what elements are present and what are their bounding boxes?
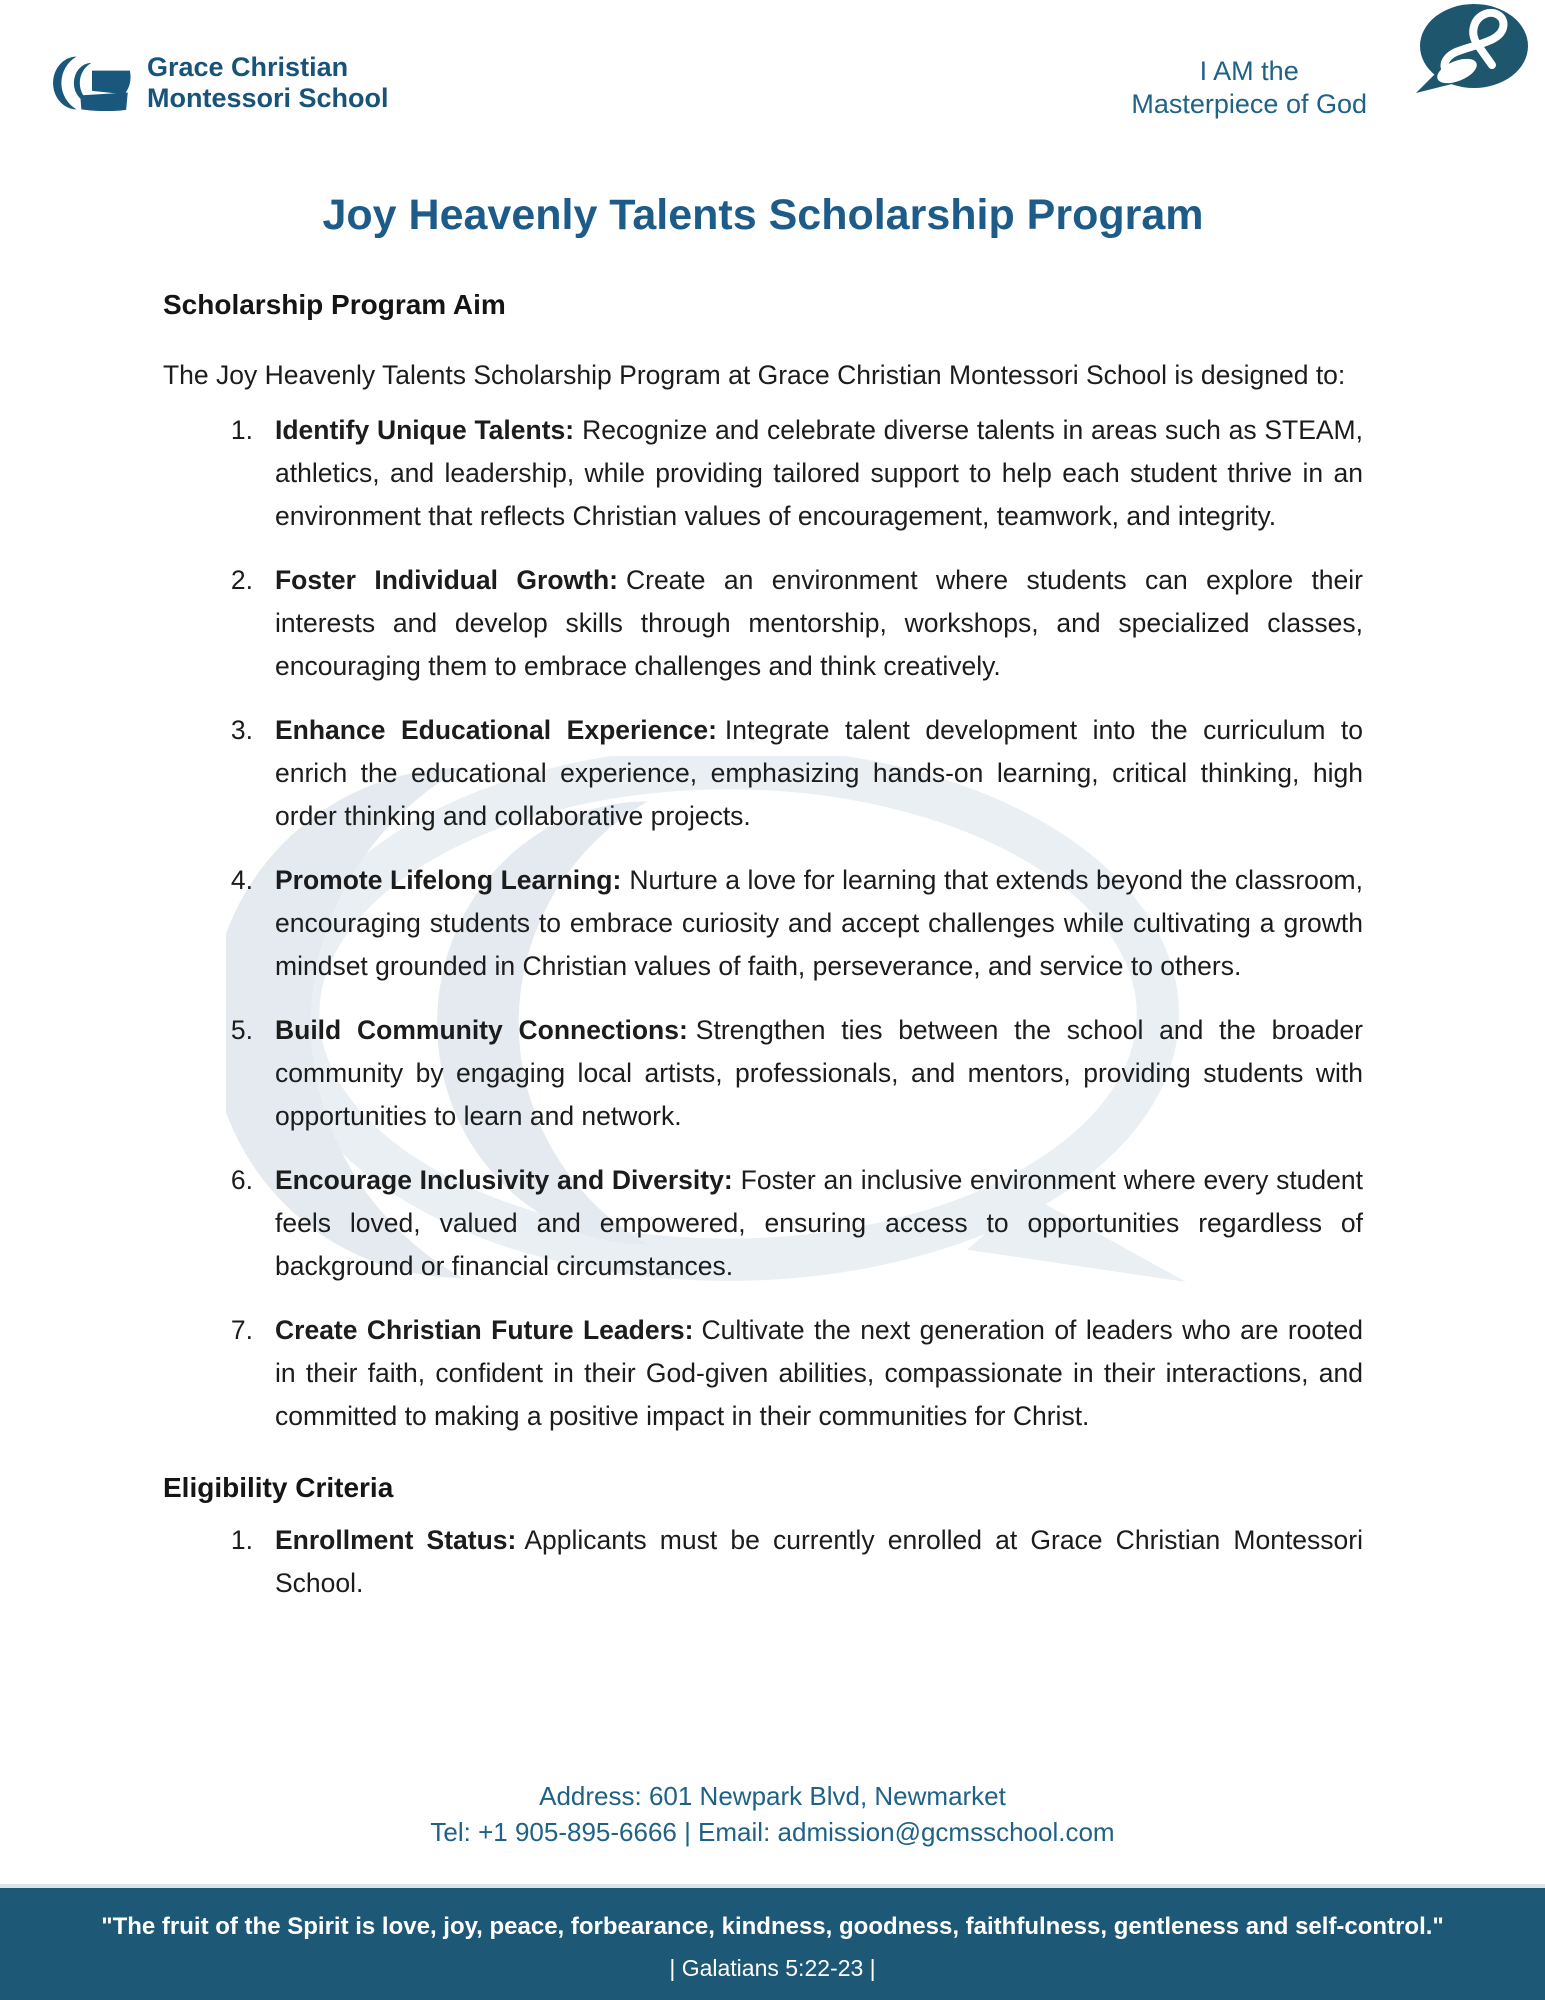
page-title: Joy Heavenly Talents Scholarship Program [322, 191, 1204, 239]
item-text: Build Community Connections: Strengthen ties between the school and the broader community by engaging local artists, professionals, and mentors, providing students with opportunities to learn and network. [275, 1015, 1363, 1131]
eligibility-heading: Eligibility Criteria [163, 1472, 394, 1503]
item-text: Identify Unique Talents: Recognize and celebrate diverse talents in areas such as STEAM, athletics, and leadership, while providing tailored support to help each student thrive in an environment that reflects Christian values of encouragement, teamwork, and integrity. [275, 415, 1363, 531]
item-number: 6. [230, 1165, 253, 1195]
scripture-quote: "The fruit of the Spirit is love, joy, peace, forbearance, kindness, goodness, faithfulness, gentleness and self-control." [101, 1913, 1444, 1940]
school-motto [1131, 55, 1367, 121]
school-name-line2: Montessori School [147, 83, 389, 113]
item-number: 4. [230, 865, 253, 895]
school-logo [52, 52, 389, 114]
list-item [163, 559, 1363, 688]
item-number: 7. [230, 1315, 253, 1345]
address-line: Address: 601 Newpark Blvd, Newmarket [539, 1781, 1006, 1811]
item-text: Encourage Inclusivity and Diversity: Foster an inclusive environment where every student feels loved, valued and empowered, ensuring access to opportunities regardless of background or financial circumstances. [275, 1165, 1363, 1281]
item-text: Enhance Educational Experience: Integrate talent development into the curriculum to enrich the educational experience, emphasizing hands-on learning, critical thinking, high order thinking and collaborative projects. [275, 715, 1363, 831]
school-logo-book-icon [52, 55, 132, 111]
music-speech-bubble-icon [1402, 3, 1530, 98]
item-number: 5. [230, 1015, 253, 1045]
aim-list [163, 409, 1363, 1438]
item-text: Foster Individual Growth: Create an environment where students can explore their interests and develop skills through mentorship, workshops, and specialized classes, encouraging them to embrace challenges and think creatively. [275, 565, 1363, 681]
list-item [163, 1159, 1363, 1288]
item-text: Promote Lifelong Learning: Nurture a love for learning that extends beyond the classroom, encouraging students to embrace curiosity and accept challenges while cultivating a growth mindset grounded in Christian values of faith, perseverance, and service to others. [275, 865, 1363, 981]
eligibility-list [163, 1519, 1363, 1605]
list-item [163, 859, 1363, 988]
scripture-footer-bar [0, 1884, 1545, 2000]
aim-heading: Scholarship Program Aim [163, 289, 506, 320]
list-item [163, 709, 1363, 838]
motto-line1: I AM the [1199, 56, 1299, 86]
list-item [163, 1519, 1363, 1605]
item-number: 1. [230, 415, 253, 445]
item-text: Create Christian Future Leaders: Cultivate the next generation of leaders who are rooted in their faith, confident in their God-given abilities, compassionate in their interactions, and committed to making a positive impact in their communities for Christ. [275, 1315, 1363, 1431]
item-number: 3. [230, 715, 253, 745]
list-item [163, 1009, 1363, 1138]
list-item [163, 1309, 1363, 1438]
item-text: Enrollment Status: Applicants must be currently enrolled at Grace Christian Montessori School. [275, 1525, 1363, 1598]
aim-intro: The Joy Heavenly Talents Scholarship Program at Grace Christian Montessori School is designed to: [163, 360, 1346, 390]
tel-email-line: Tel: +1 905-895-6666 | Email: admission@gcmsschool.com [430, 1817, 1115, 1847]
document-body [163, 190, 1363, 1605]
contact-block [0, 1778, 1545, 1850]
school-name [147, 52, 389, 114]
item-number: 1. [230, 1525, 253, 1555]
scripture-reference: | Galatians 5:22-23 | [669, 1955, 876, 1981]
item-number: 2. [230, 565, 253, 595]
school-name-line1: Grace Christian [147, 52, 349, 82]
list-item [163, 409, 1363, 538]
motto-line2: Masterpiece of God [1131, 89, 1367, 119]
